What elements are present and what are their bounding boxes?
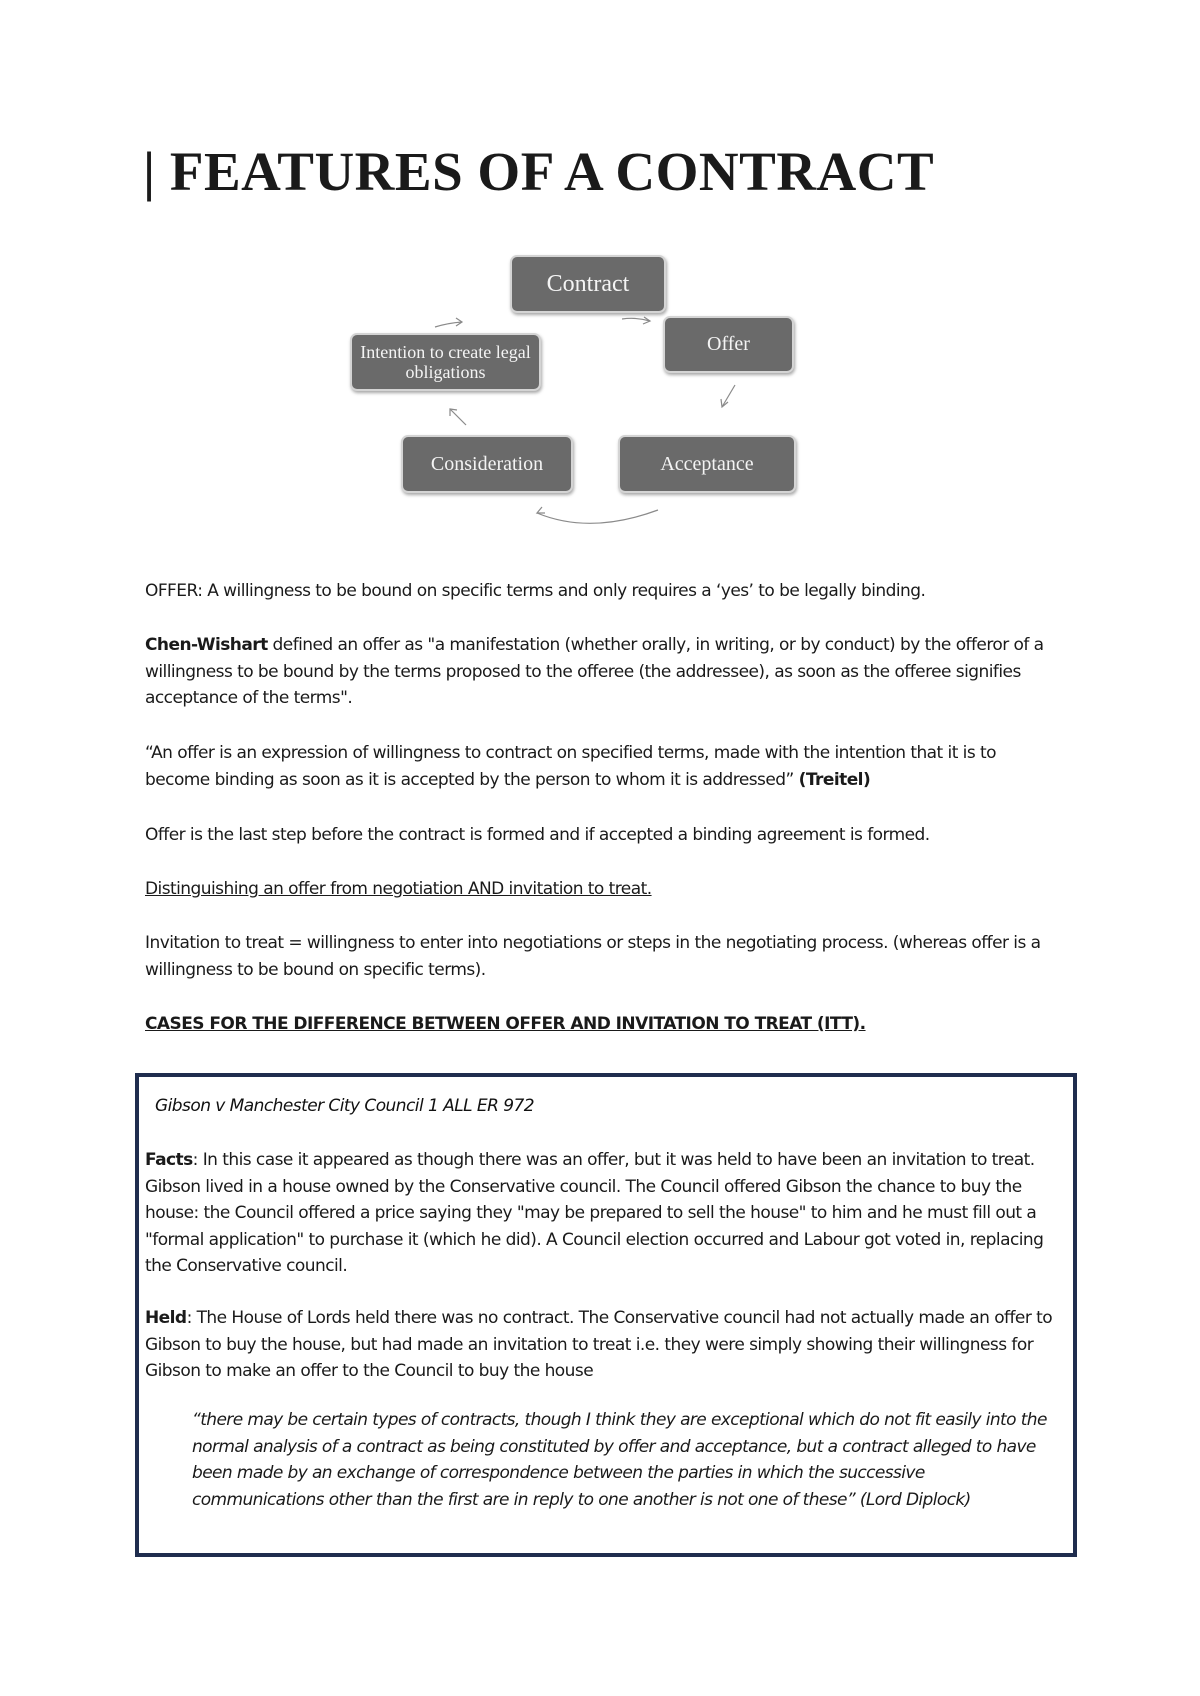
chen-wishart-text: defined an offer as "a manifestation (whether orally, in writing, or by conduct) by the offeror of a willingness to be bound by the terms proposed to the offeree (the addressee), as soon as the offeree signifies acceptance of the terms". xyxy=(145,635,1044,708)
cases-heading: CASES FOR THE DIFFERENCE BETWEEN OFFER AND INVITATION TO TREAT (ITT). xyxy=(145,1014,866,1034)
distinguishing-heading: Distinguishing an offer from negotiation AND invitation to treat. xyxy=(145,879,652,899)
arrow-head-3 xyxy=(537,507,545,513)
node-intention: Intention to create legal obligations xyxy=(350,333,541,391)
offer-definition: OFFER: A willingness to be bound on specific terms and only requires a ‘yes’ to be legally binding. xyxy=(145,581,926,601)
node-contract: Contract xyxy=(510,255,666,313)
case-quote: “there may be certain types of contracts, though I think they are exceptional which do not fit easily into the normal analysis of a contract as being constituted by offer and acceptance, but a contract alleged to have been made by an exchange of correspondence between the parties in which the successive communications other than the first are in reply to one another is not one of these” (Lord Diplock) xyxy=(192,1410,1047,1510)
held-label: Held xyxy=(145,1308,187,1328)
itt-definition: Invitation to treat = willingness to enter into negotiations or steps in the negotiating process. (whereas offer is a willingness to be bound on specific terms). xyxy=(145,933,1041,980)
page-title: | FEATURES OF A CONTRACT xyxy=(143,141,935,202)
treitel-paragraph xyxy=(145,740,1060,793)
held-text: : The House of Lords held there was no contract. The Conservative council had not actually made an offer to Gibson to buy the house, but had made an invitation to treat i.e. they were simply showing their willingness for Gibson to make an offer to the Council to buy the house xyxy=(145,1308,1053,1381)
case-facts xyxy=(145,1147,1060,1280)
case-title: Gibson v Manchester City Council 1 ALL ER 972 xyxy=(155,1096,534,1116)
chen-wishart-name: Chen-Wishart xyxy=(145,635,268,655)
node-offer: Offer xyxy=(663,316,794,373)
contract-cycle-diagram xyxy=(340,255,820,535)
facts-text: : In this case it appeared as though there was an offer, but it was held to have been an invitation to treat. Gibson lived in a house owned by the Conservative council. The Council offered Gibson the chance to buy the house: the Council offered a price saying they "may be prepared to sell the house" to him and he must fill out a "formal application" to purchase it (which he did). A Council election occurred and Labour got voted in, replacing the Conservative council. xyxy=(145,1150,1044,1276)
case-held xyxy=(145,1305,1060,1385)
node-acceptance: Acceptance xyxy=(618,435,796,493)
node-consideration: Consideration xyxy=(401,435,573,493)
arrow-offer-to-acceptance xyxy=(722,385,735,407)
arrow-acceptance-to-consideration xyxy=(537,510,658,523)
arrow-consideration-to-intention xyxy=(450,409,466,425)
chen-wishart-paragraph xyxy=(145,632,1060,712)
treitel-quote: “An offer is an expression of willingness to contract on specified terms, made with the intention that it is to become binding as soon as it is accepted by the person to whom it is addressed” xyxy=(145,743,996,790)
last-step-paragraph: Offer is the last step before the contract is formed and if accepted a binding agreement is formed. xyxy=(145,825,930,845)
treitel-source: (Treitel) xyxy=(798,769,871,790)
facts-label: Facts xyxy=(145,1150,193,1170)
